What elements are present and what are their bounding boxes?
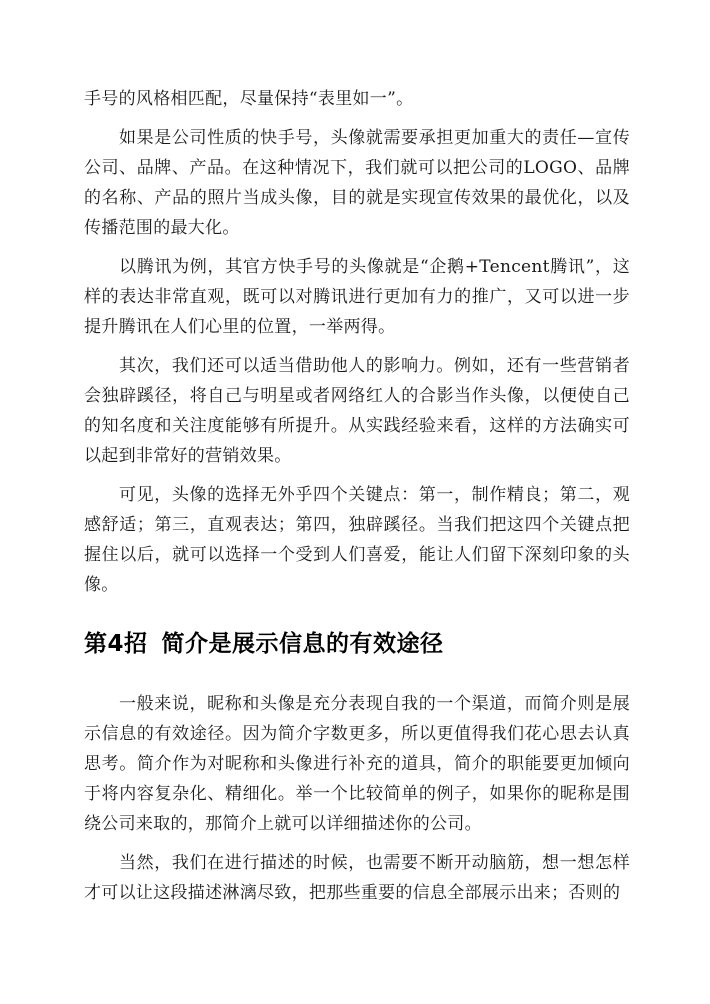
paragraph-company-avatar: 如果是公司性质的快手号，头像就需要承担更加重大的责任—宣传公司、品牌、产品。在这种情况下，我们就可以把公司的LOGO、品牌的名称、产品的照片当成头像，目的就是实现宣传效果的最优化，以及传播范围的最大化。 [84, 128, 630, 238]
page-content [84, 84, 630, 908]
section-heading-text [84, 627, 630, 661]
paragraph-avatar-summary: 可见，头像的选择无外乎四个关键点：第一，制作精良；第二，观感舒适；第三，直观表达；第四，独辟蹊径。当我们把这四个关键点把握住以后，就可以选择一个受到人们喜爱，能让人们留下深刻印象的头像。 [84, 485, 630, 595]
paragraph-borrow-influence: 其次，我们还可以适当借助他人的影响力。例如，还有一些营销者会独辟蹊径，将自己与明星或者网络红人的合影当作头像，以便使自己的知名度和关注度能够有所提升。从实践经验来看，这样的方法确实可以起到非常好的营销效果。 [84, 356, 630, 466]
paragraph-intro-description: 当然，我们在进行描述的时候，也需要不断开动脑筋，想一想怎样才可以让这段描述淋漓尽致，把那些重要的信息全部展示出来；否则的 [84, 853, 630, 903]
paragraph-continuation: 手号的风格相匹配，尽量保持“表里如一”。 [84, 89, 414, 109]
paragraph-tencent-example: 以腾讯为例，其官方快手号的头像就是“企鹅+Tencent腾讯”，这样的表达非常直观，既可以对腾讯进行更加有力的推广，又可以进一步提升腾讯在人们心里的位置，一举两得。 [84, 257, 630, 337]
section-title: 简介是展示信息的有效途径 [161, 631, 444, 657]
section-heading [84, 627, 630, 661]
paragraph-intro-role: 一般来说，昵称和头像是充分表现自我的一个渠道，而简介则是展示信息的有效途径。因为简介字数更多，所以更值得我们花心思去认真思考。简介作为对昵称和头像进行补充的道具，简介的职能要更加倾向于将内容复杂化、精细化。举一个比较简单的例子，如果你的昵称是围绕公司来取的，那简介上就可以详细描述你的公司。 [84, 694, 630, 834]
section-number: 第4招 [84, 631, 148, 657]
